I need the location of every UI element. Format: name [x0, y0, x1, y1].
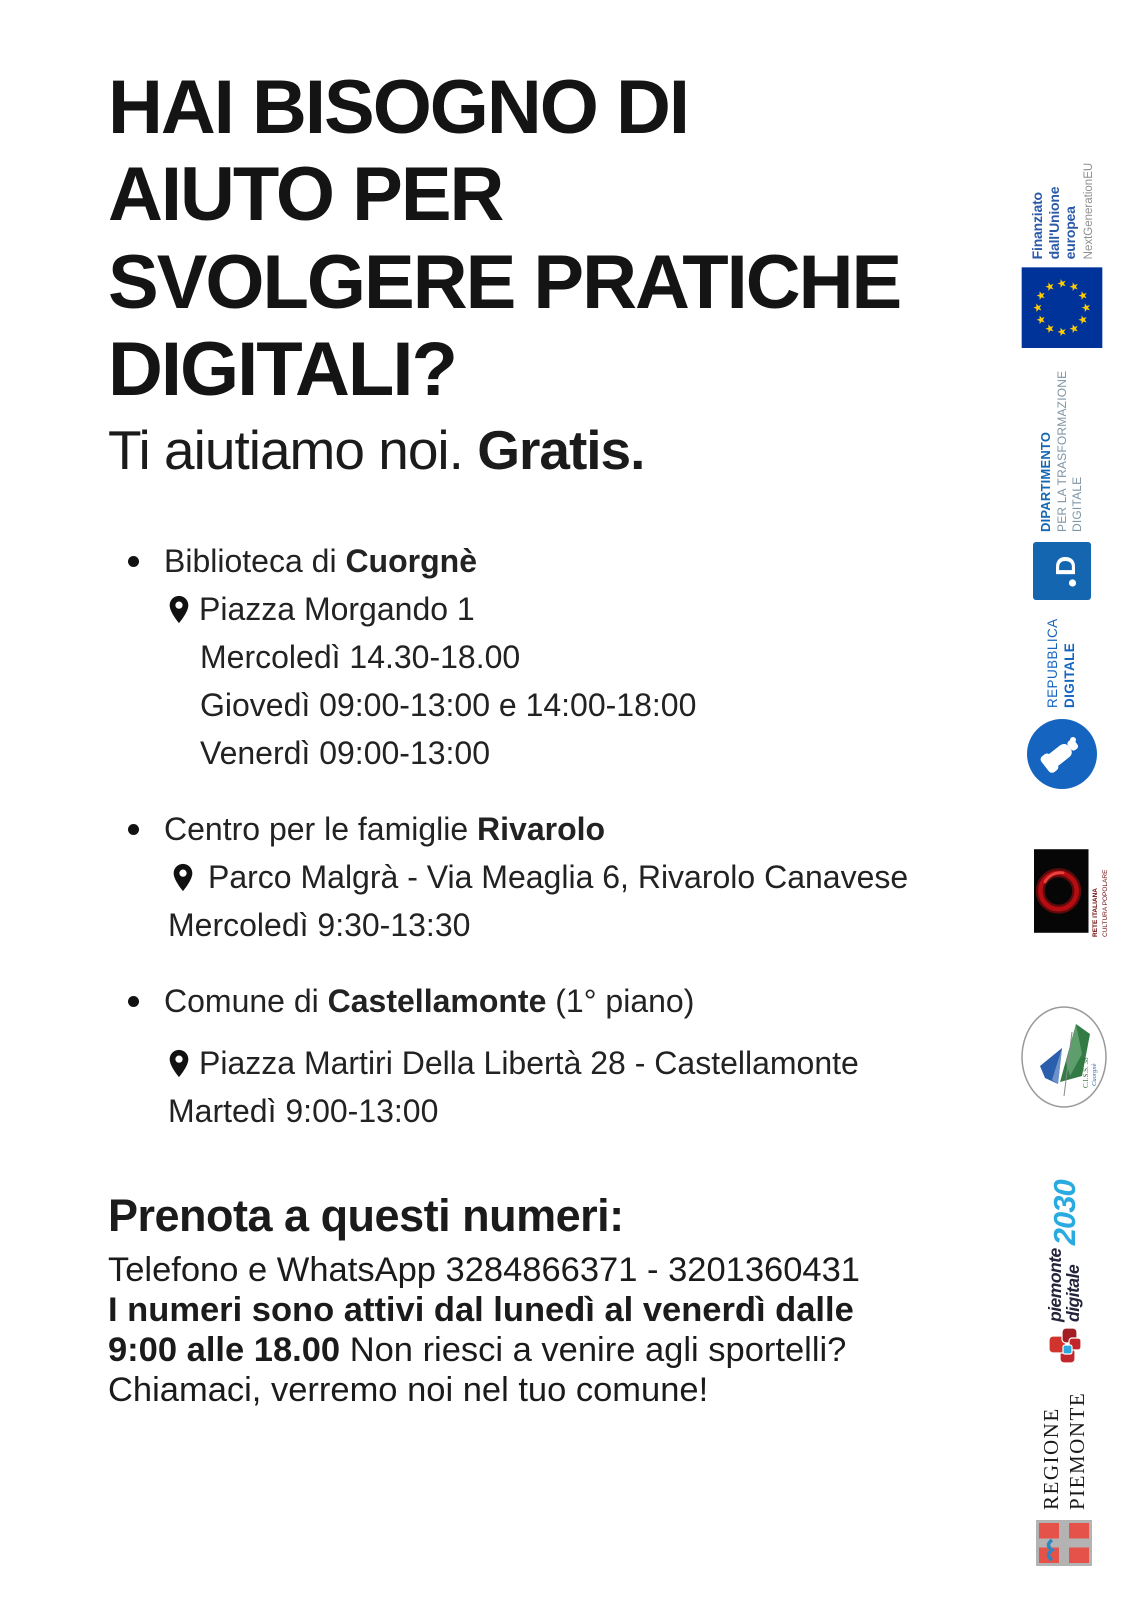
- location-address: [168, 1039, 996, 1087]
- title-line: AIUTO PER: [108, 152, 503, 238]
- location-pin-icon: [168, 595, 190, 624]
- svg-text:D: D: [1050, 555, 1081, 576]
- location-schedule: [200, 633, 996, 777]
- booking-regular-text: Non riesci a venire agli sportelli?: [340, 1330, 847, 1369]
- location-pin-icon: [168, 1049, 190, 1078]
- piemonte-2030-logo-year: 2030: [1047, 1180, 1082, 1246]
- location-name: [108, 537, 996, 585]
- subtitle: [108, 420, 996, 482]
- eu-flag-icon: [1021, 267, 1103, 348]
- piemonte-2030-logo-text: piemonte digitale: [1045, 1248, 1083, 1322]
- booking-info-line: [108, 1370, 953, 1410]
- dipartimento-logo-text: DIPARTIMENTO: [1037, 431, 1053, 532]
- logo-regione-piemonte: [1024, 1386, 1104, 1566]
- piemonte-2030-icon: [1046, 1326, 1084, 1364]
- repubblica-digitale-icon: [1026, 718, 1098, 790]
- subtitle-bold: Gratis.: [477, 418, 645, 481]
- location-name-prefix: Comune di: [164, 983, 328, 1020]
- dipartimento-logo-text: PER LA TRASFORMAZIONE: [1054, 370, 1069, 532]
- location-schedule: [168, 901, 996, 949]
- eu-logo-text: Finanziato: [1029, 192, 1046, 260]
- list-item-location-cuorgne: [108, 537, 996, 777]
- booking-phone-line: Telefono e WhatsApp 3284866371 - 3201360431: [108, 1250, 860, 1289]
- location-name: [108, 805, 996, 853]
- page-title: [108, 64, 996, 414]
- ciss38-icon: [1018, 1004, 1110, 1110]
- ciss38-logo-text: C.I.S.S. 38: [1082, 1057, 1090, 1088]
- repubblica-logo-text: REPUBBLICA: [1045, 618, 1061, 708]
- address-text: Piazza Morgando 1: [199, 591, 475, 628]
- eu-logo-subtext: NextGenerationEU: [1082, 162, 1095, 260]
- bullet-icon: [128, 996, 139, 1007]
- list-item-location-rivarolo: [108, 805, 996, 949]
- list-item-location-castellamonte: [108, 977, 996, 1135]
- location-name-prefix: Centro per le famiglie: [164, 811, 478, 848]
- logo-rete-italiana-cultura-popolare: [1034, 845, 1110, 937]
- schedule-line: Mercoledì 14.30-18.00: [200, 639, 521, 676]
- location-name-prefix: Biblioteca di: [164, 543, 346, 580]
- location-name-bold: Rivarolo: [477, 811, 606, 848]
- booking-info-line: [108, 1330, 953, 1370]
- eu-logo-text: dall'Unione europea: [1045, 186, 1079, 260]
- poster-content: [108, 64, 996, 1135]
- title-line: HAI BISOGNO DI: [108, 65, 689, 150]
- schedule-line: Martedì 9:00-13:00: [168, 1093, 439, 1130]
- location-pin-icon: [172, 863, 194, 892]
- rete-italiana-icon: [1034, 845, 1089, 937]
- location-address: [168, 853, 996, 901]
- logo-piemonte-digitale-2030: [1020, 1178, 1110, 1364]
- repubblica-logo-text: DIGITALE: [1062, 642, 1077, 708]
- location-name-bold: Castellamonte: [327, 983, 547, 1020]
- ciss38-logo-subtext: Cuorgnè: [1091, 1063, 1098, 1086]
- location-name: [108, 977, 996, 1025]
- logo-ciss38: [1018, 1004, 1110, 1115]
- booking-heading: Prenota a questi numeri:: [108, 1190, 624, 1241]
- logo-dipartimento-trasformazione-digitale: [1016, 362, 1108, 600]
- address-text: Piazza Martiri Della Libertà 28 - Castellamonte: [199, 1045, 859, 1082]
- booking-section: [108, 1190, 953, 1410]
- subtitle-regular: Ti aiutiamo noi.: [108, 418, 478, 481]
- bullet-icon: [128, 556, 139, 567]
- regione-piemonte-shield-icon: [1036, 1520, 1092, 1566]
- location-name-bold: Cuorgnè: [345, 543, 477, 580]
- logo-eu-nextgeneration: [1016, 132, 1108, 348]
- location-address: [168, 585, 996, 633]
- booking-info-line: [108, 1290, 953, 1330]
- dipartimento-logo-text: DIGITALE: [1070, 476, 1085, 532]
- schedule-line: Giovedì 09:00-13:00 e 14:00-18:00: [200, 687, 697, 724]
- location-name-suffix: (1° piano): [546, 983, 695, 1020]
- booking-bold-text: 9:00 alle 18.00: [108, 1330, 341, 1369]
- address-text: Parco Malgrà - Via Meaglia 6, Rivarolo Canavese: [208, 859, 909, 896]
- locations-list: [108, 537, 996, 1135]
- dipartimento-icon: [1033, 542, 1091, 600]
- booking-regular-text: Chiamaci, verremo noi nel tuo comune!: [108, 1370, 709, 1409]
- title-line: DIGITALI?: [108, 327, 456, 413]
- logo-repubblica-digitale: [1016, 612, 1108, 790]
- booking-bold-text: I numeri sono attivi dal lunedì al venerdì dalle: [108, 1290, 854, 1329]
- bullet-icon: [128, 824, 139, 835]
- title-line: SVOLGERE PRATICHE: [108, 239, 901, 325]
- regione-piemonte-logo-text: REGIONE PIEMONTE: [1038, 1391, 1089, 1510]
- rete-italiana-logo-text: RETE ITALIANA CULTURA POPOLARE: [1091, 869, 1109, 937]
- schedule-line: Mercoledì 9:30-13:30: [168, 907, 471, 944]
- schedule-line: Venerdì 09:00-13:00: [200, 735, 491, 772]
- location-schedule: [168, 1087, 996, 1135]
